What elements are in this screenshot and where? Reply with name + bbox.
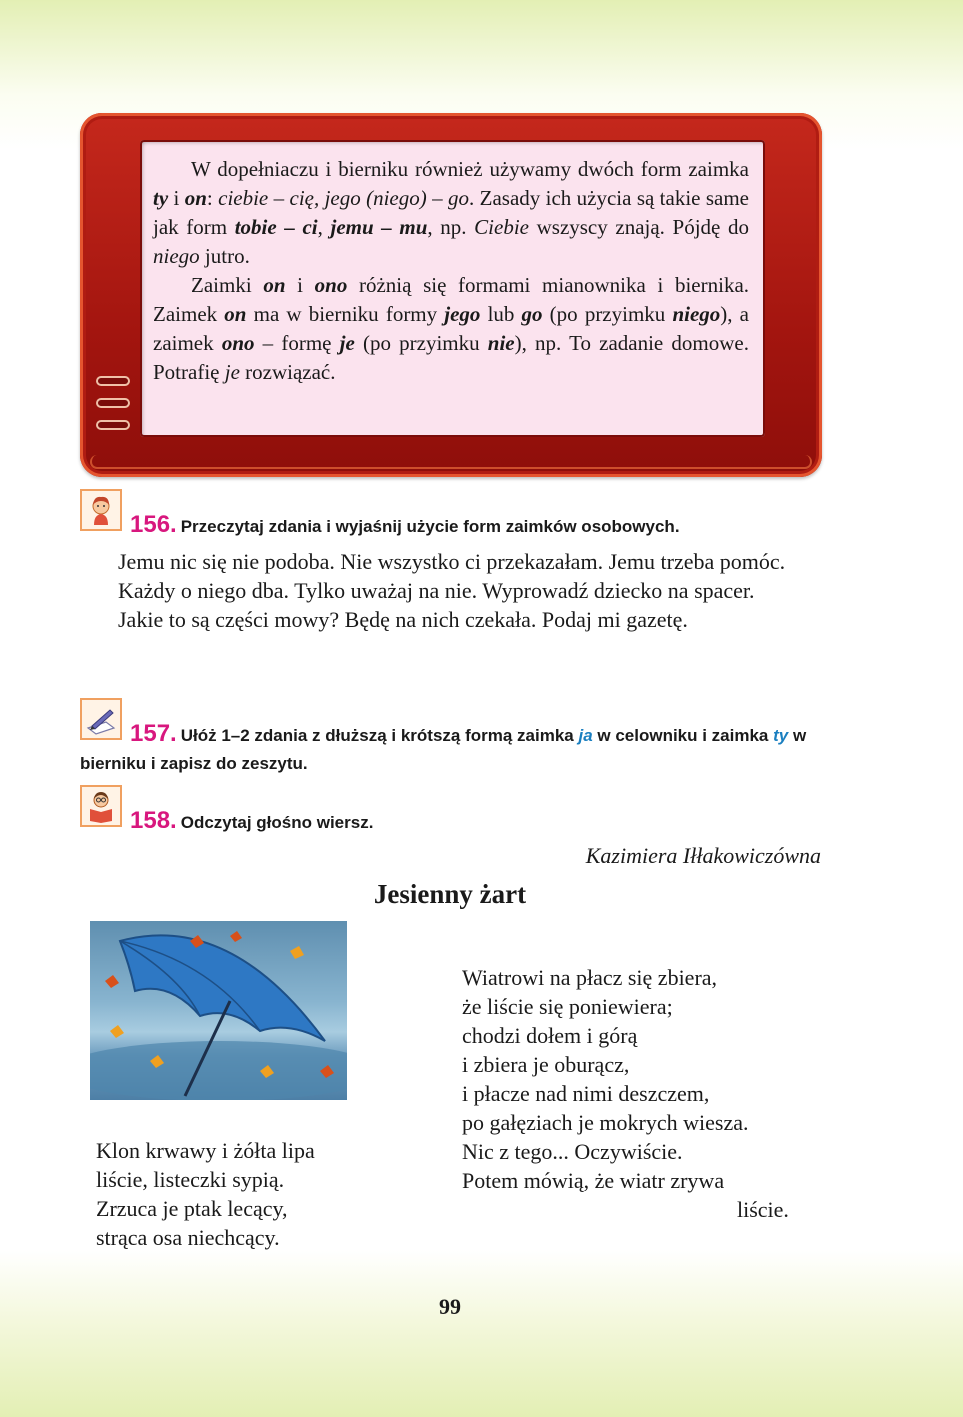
poem-line: Zrzuca je ptak lecący,: [96, 1196, 288, 1221]
rule-paragraph-1: W dopełniaczu i bierniku również używamy dwóch form zaimka ty i on: ciebie – cię, jego (niego) – go. Zasady ich użycia są takie same jak form tobie – ci, jemu – mu, np. Ciebie wszyscy znają. Pójdę do niego jutro.: [153, 157, 750, 268]
frame-side-buttons: [96, 374, 132, 434]
boy-reading-icon: [80, 785, 122, 827]
poem-line: strąca osa niechcący.: [96, 1225, 280, 1250]
poem-title: Jesienny żart: [373, 879, 527, 909]
rule-text: [153, 155, 749, 387]
poem-line: i zbiera je oburącz,: [462, 1052, 630, 1077]
poem-line: po gałęziach je mokrych wiesza.: [462, 1110, 749, 1135]
exercise-instruction: Ułóż 1–2 zdania z dłuższą i krótszą formą zaimka: [180, 726, 579, 745]
poem-stanza-left: [96, 1136, 315, 1252]
sentence-line: Jemu nic się nie podoba. Nie wszystko ci przekazałam. Jemu trzeba pomóc.: [118, 549, 786, 574]
exercise-instruction: Przeczytaj zdania i wyjaśnij użycie form zaimków osobowych.: [180, 517, 680, 536]
exercise-number: 158.: [130, 807, 177, 834]
poem-line: liście.: [737, 1197, 789, 1222]
umbrella-autumn-leaves-icon: [90, 921, 347, 1100]
frame-button-icon: [96, 420, 130, 430]
poem-line: Potem mówią, że wiatr zrywa: [462, 1168, 725, 1193]
pronoun-ty: ty: [773, 726, 789, 745]
poem-author: Kazimiera Iłłakowiczówna: [585, 843, 821, 868]
poem-line: Wiatrowi na płacz się zbiera,: [462, 965, 718, 990]
sentence-line: Każdy o niego dba. Tylko uważaj na nie. Wyprowadź dziecko na spacer.: [118, 578, 755, 603]
poem-line: Klon krwawy i żółta lipa: [96, 1138, 315, 1163]
poem-line: że liście się poniewiera;: [462, 994, 673, 1019]
exercise-number: 157.: [130, 720, 177, 747]
pronoun-ja: ja: [578, 726, 593, 745]
exercise-158-header: [130, 807, 373, 835]
poem-line: chodzi dołem i górą: [462, 1023, 638, 1048]
exercise-156-text: [80, 547, 822, 634]
frame-button-icon: [96, 376, 130, 386]
poem-stanza-right: [462, 963, 789, 1224]
poem-line: Nic z tego... Oczywiście.: [462, 1139, 683, 1164]
sentence-line: Jakie to są części mowy? Będę na nich czekała. Podaj mi gazetę.: [118, 607, 688, 632]
exercise-instruction: Odczytaj głośno wiersz.: [180, 813, 374, 832]
exercise-instruction-cont: w celowniku i zaimka: [592, 726, 774, 745]
exercise-instruction-end: w bierniku i zapisz do zeszytu.: [80, 726, 807, 773]
frame-button-icon: [96, 398, 130, 408]
exercise-number: 156.: [130, 511, 177, 538]
page-number: 99: [439, 1294, 461, 1319]
poem-line: liście, listeczki sypią.: [96, 1167, 285, 1192]
exercise-156-header: [130, 511, 680, 539]
poem-line: i płacze nad nimi deszczem,: [462, 1081, 710, 1106]
rule-paragraph-2: Zaimki on i ono różnią się formami mianownika i biernika. Zaimek on ma w bierniku formy jego lub go (po przyimku niego), a zaimek ono – formę je (po przyimku nie), np. To zadanie domowe. Potrafię je rozwiązać.: [153, 273, 750, 384]
girl-thinking-icon: [80, 489, 122, 531]
exercise-157-header: [80, 720, 822, 778]
